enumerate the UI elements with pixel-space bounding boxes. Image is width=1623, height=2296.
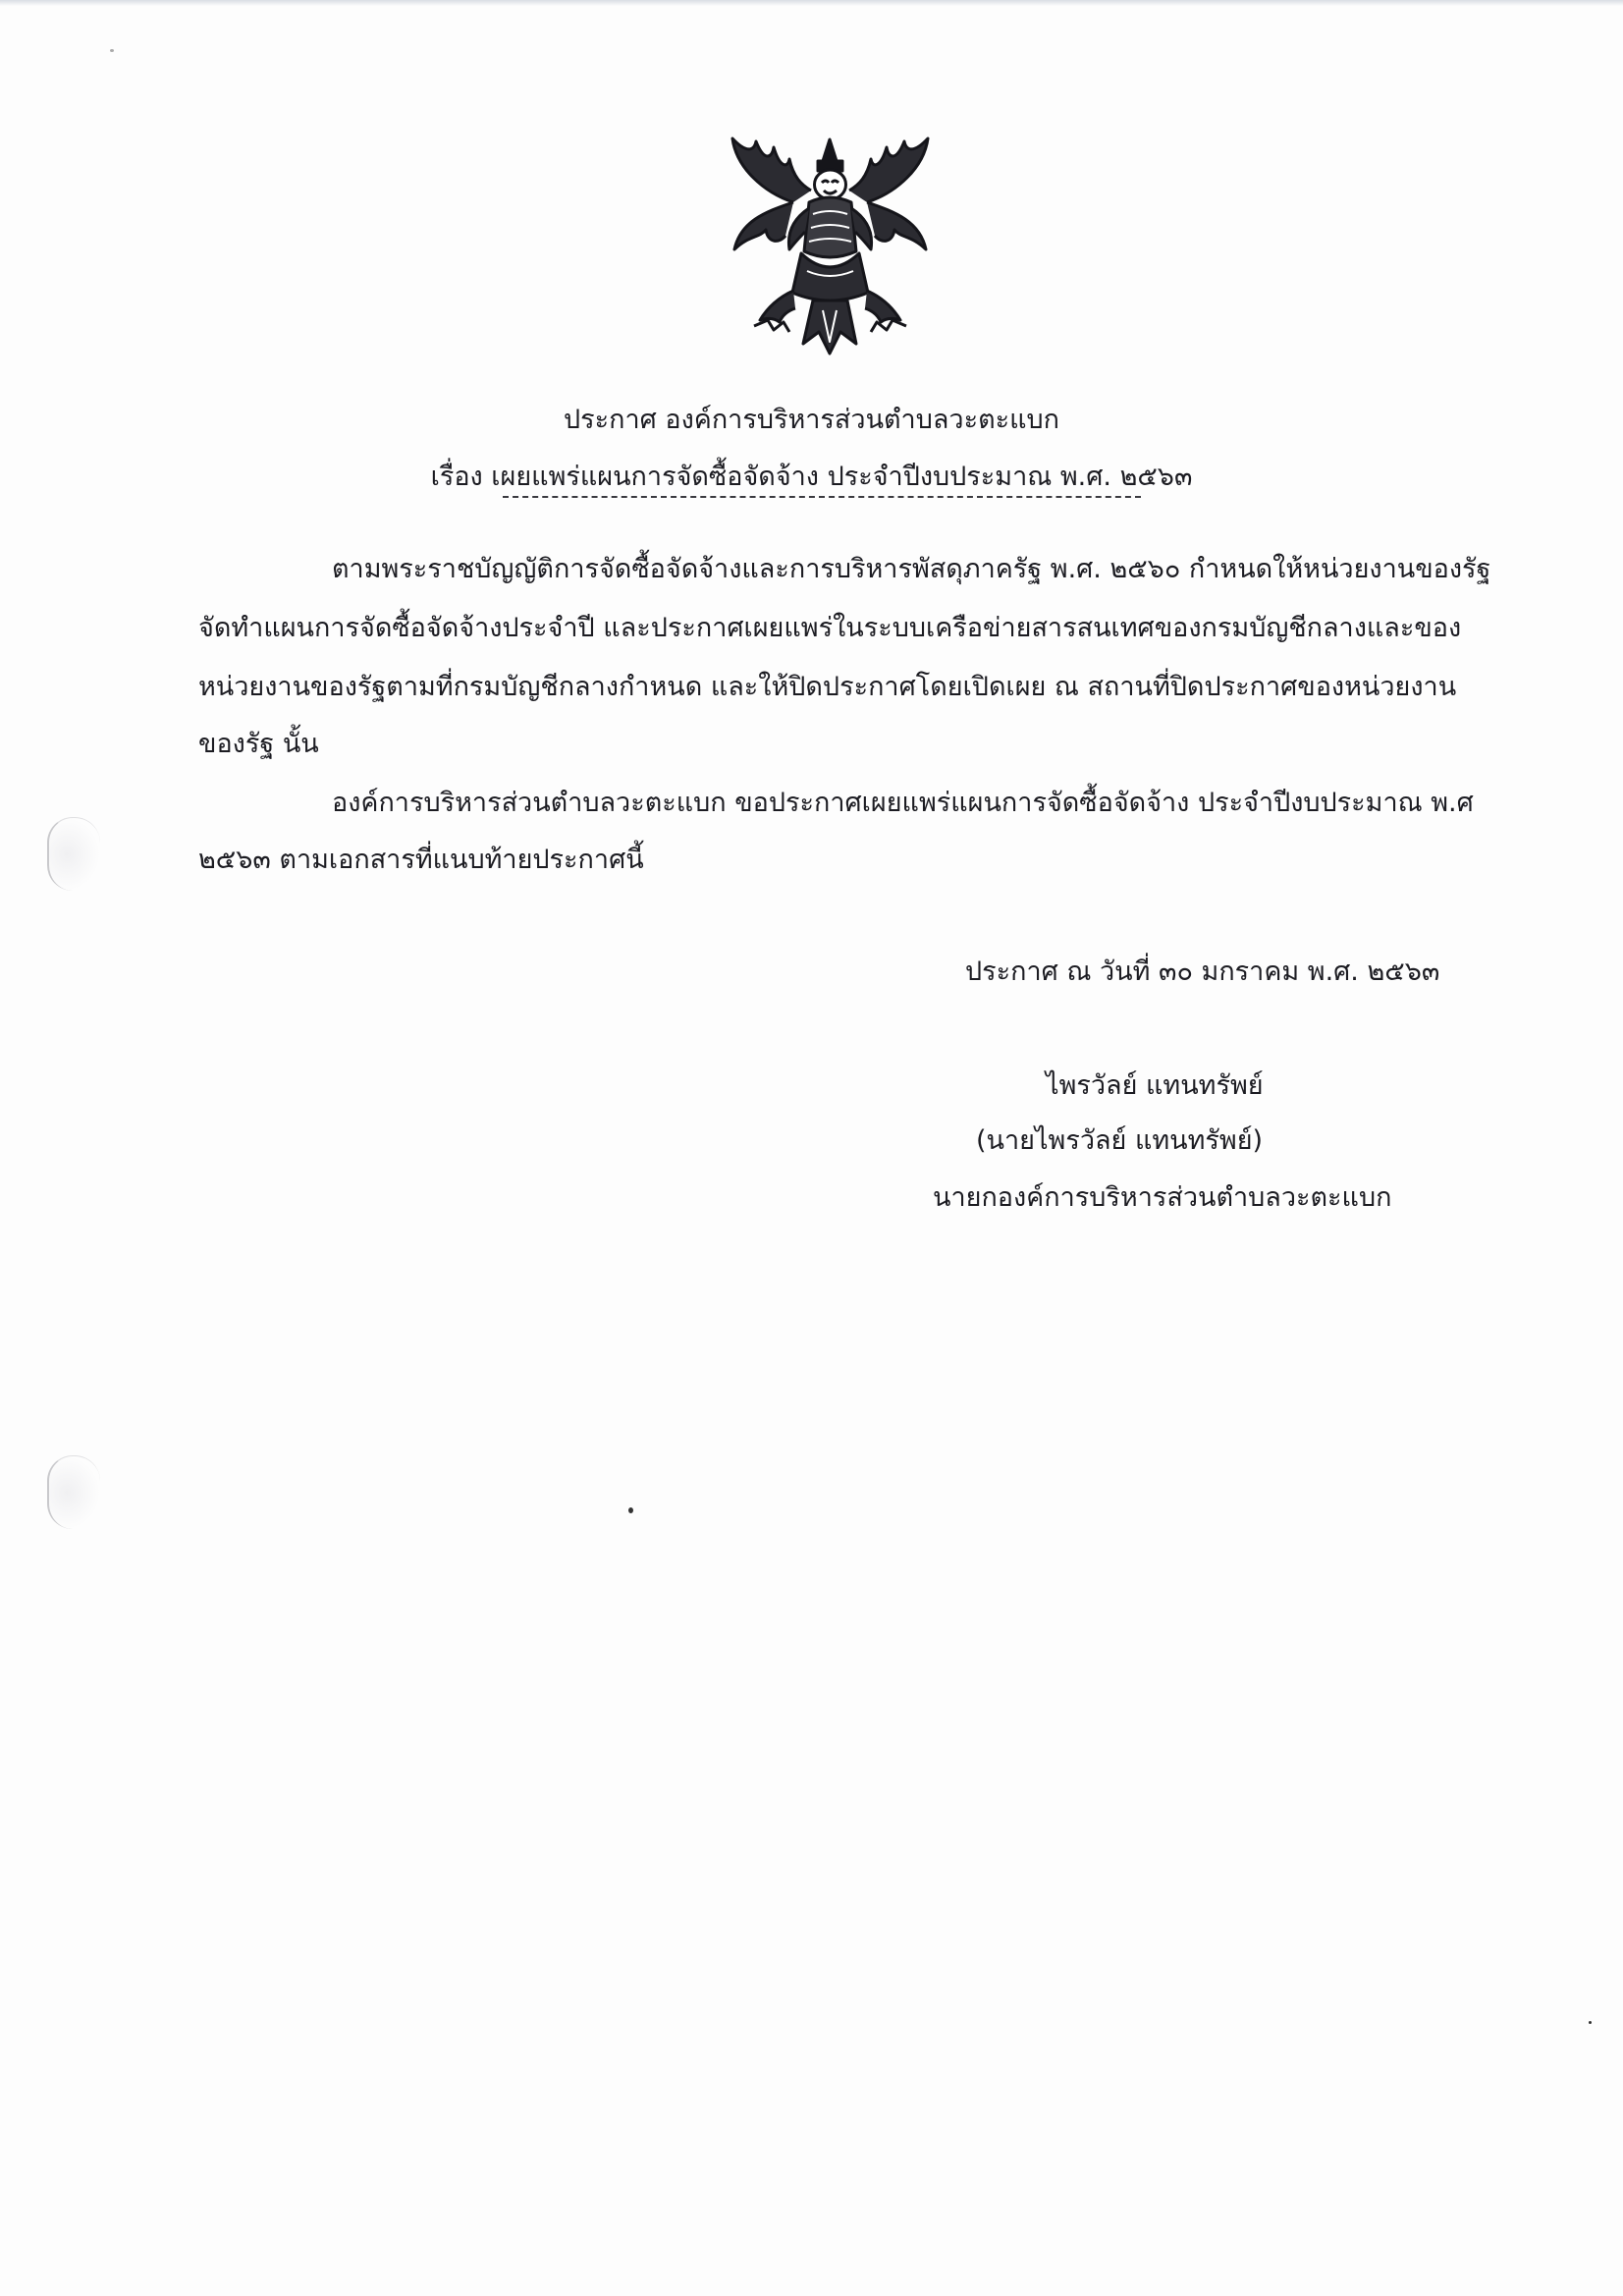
signer-name: (นายไพรวัลย์ แทนทรัพย์) <box>976 1125 1264 1156</box>
scan-speck <box>110 49 114 52</box>
signature: ไพรวัลย์ แทนทรัพย์ <box>1046 1070 1264 1101</box>
announcement-title: ประกาศ องค์การบริหารส่วนตำบลวะตะแบก <box>563 405 1059 435</box>
punch-hole-bottom <box>47 1455 100 1529</box>
announcement-subject: เรื่อง เผยแพร่แผนการจัดซื้อจัดจ้าง ประจำปีงบประมาณ พ.ศ. ๒๕๖๓ <box>430 462 1193 492</box>
paragraph-2-line-1: องค์การบริหารส่วนตำบลวะตะแบก ขอประกาศเผยแพร่แผนการจัดซื้อจัดจ้าง ประจำปีงบประมาณ พ.ศ <box>332 788 1474 818</box>
scan-top-edge <box>0 0 1623 6</box>
header-divider <box>503 496 1141 498</box>
garuda-emblem-icon <box>725 134 936 357</box>
paragraph-1-line-4: ของรัฐ นั้น <box>198 729 319 759</box>
announcement-date: ประกาศ ณ วันที่ ๓๐ มกราคม พ.ศ. ๒๕๖๓ <box>965 957 1440 987</box>
punch-hole-top <box>47 817 100 891</box>
paragraph-1-line-1: ตามพระราชบัญญัติการจัดซื้อจัดจ้างและการบริหารพัสดุภาครัฐ พ.ศ. ๒๕๖๐ กำหนดให้หน่วยงานของรัฐ <box>332 554 1491 584</box>
signer-position: นายกองค์การบริหารส่วนตำบลวะตะแบก <box>933 1182 1392 1213</box>
paragraph-2-line-2: ๒๕๖๓ ตามเอกสารที่แนบท้ายประกาศนี้ <box>198 845 644 875</box>
scan-speck <box>1589 2021 1592 2024</box>
paragraph-1-line-3: หน่วยงานของรัฐตามที่กรมบัญชีกลางกำหนด และให้ปิดประกาศโดยเปิดเผย ณ สถานที่ปิดประกาศของหน่วยงาน <box>198 672 1457 702</box>
paragraph-1-line-2: จัดทำแผนการจัดซื้อจัดจ้างประจำปี และประกาศเผยแพร่ในระบบเครือข่ายสารสนเทศของกรมบัญชีกลางและของ <box>198 613 1462 643</box>
scan-speck <box>628 1507 633 1513</box>
